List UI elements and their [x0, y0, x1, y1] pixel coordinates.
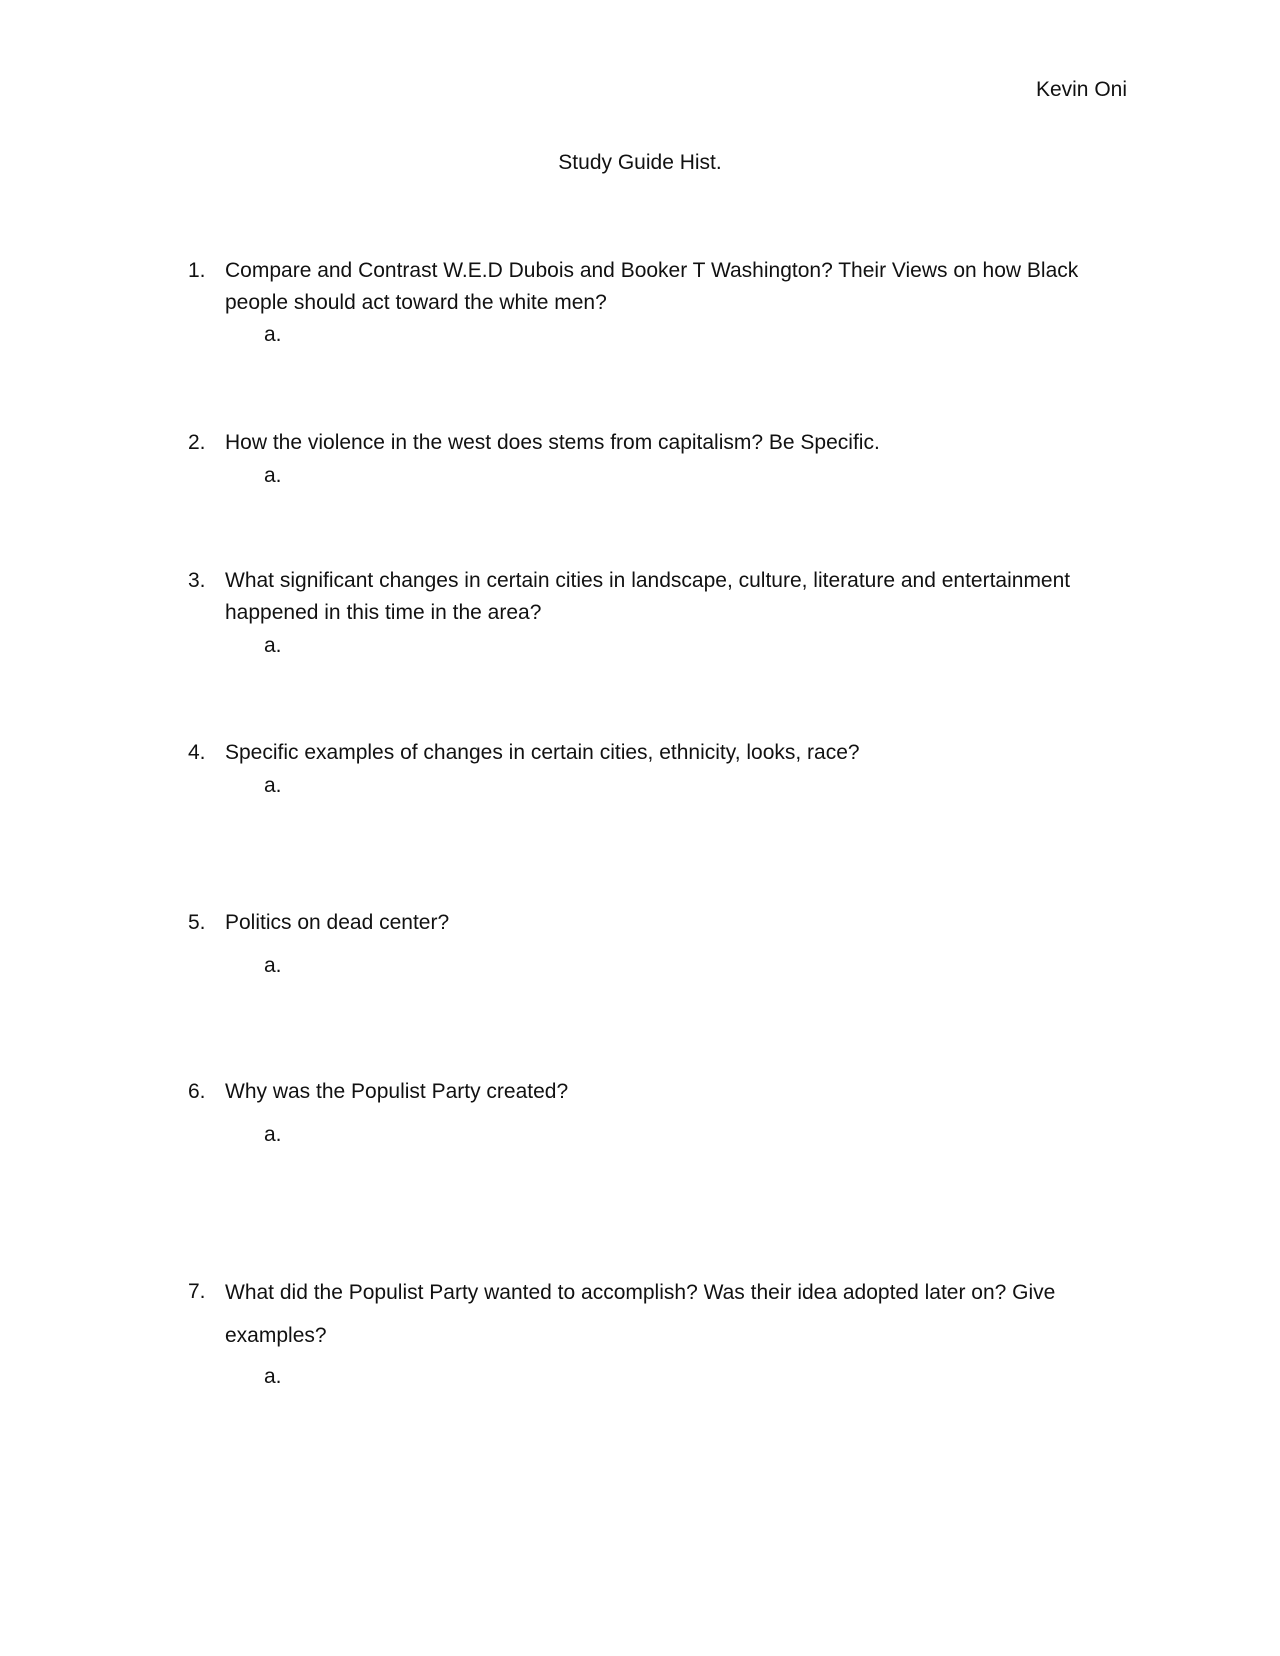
- question-number: 7.: [188, 1280, 206, 1303]
- answer-marker: a.: [264, 634, 282, 657]
- question-text: Why was the Populist Party created?: [225, 1080, 569, 1103]
- question-number: 4.: [188, 741, 206, 764]
- answer-marker: a.: [264, 1123, 282, 1146]
- question-text: Compare and Contrast W.E.D Dubois and Booker T Washington? Their Views on how Black people should act toward the white men?: [225, 259, 1079, 314]
- author-name: Kevin Oni: [1035, 78, 1127, 101]
- question-text: How the violence in the west does stems from capitalism? Be Specific.: [225, 431, 880, 454]
- answer-marker: a.: [264, 323, 282, 346]
- answer-marker: a.: [264, 954, 282, 977]
- document-title: Study Guide Hist.: [558, 151, 722, 174]
- question-number: 6.: [188, 1080, 206, 1103]
- question-text: Politics on dead center?: [225, 911, 450, 934]
- answer-marker: a.: [264, 464, 282, 487]
- question-number: 3.: [188, 569, 206, 592]
- question-text: What significant changes in certain cities in landscape, culture, literature and entertainment happened in this time in the area?: [225, 569, 1071, 624]
- question-number: 1.: [188, 259, 206, 282]
- answer-marker: a.: [264, 774, 282, 797]
- question-text: Specific examples of changes in certain cities, ethnicity, looks, race?: [225, 741, 860, 764]
- question-number: 5.: [188, 911, 206, 934]
- answer-marker: a.: [264, 1365, 282, 1388]
- question-number: 2.: [188, 431, 206, 454]
- question-text: What did the Populist Party wanted to accomplish? Was their idea adopted later on? Give examples?: [225, 1281, 1056, 1347]
